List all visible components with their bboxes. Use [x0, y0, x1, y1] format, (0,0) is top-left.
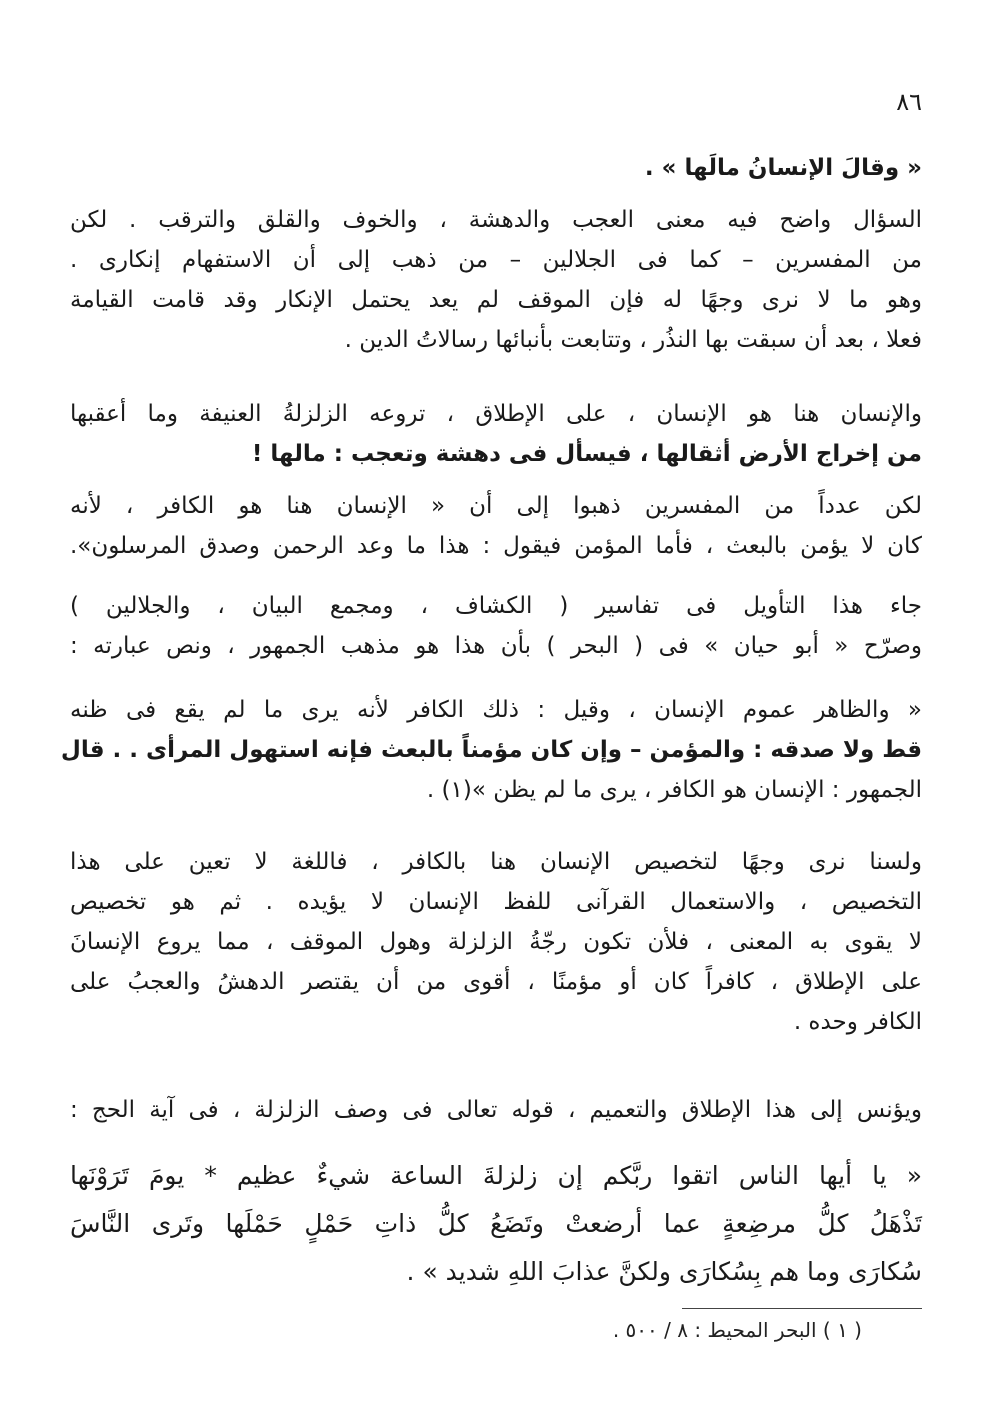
paragraph-4 [70, 486, 922, 566]
text-line: وهو ما لا نرى وجهًا له فإن الموقف لم يعد يحتمل الإنكار وقد قامت القيامة [70, 287, 922, 313]
paragraph-6 [60, 690, 922, 810]
paragraph-9-quran-verse [70, 1152, 922, 1296]
paragraph-1 [70, 148, 922, 188]
text-line: الجمهور : الإنسان هو الكافر ، يرى ما لم يظن »(١) . [426, 777, 922, 803]
footnote-divider [682, 1308, 922, 1309]
text-line: ولسنا نرى وجهًا لتخصيص الإنسان هنا بالكافر ، فاللغة لا تعين على هذا [70, 849, 922, 875]
paragraph-8 [70, 1090, 922, 1130]
text-line: « والظاهر عموم الإنسان ، وقيل : ذلك الكافر لأنه يرى ما لم يقع فى ظنه [70, 697, 922, 723]
text-line: كان لا يؤمن بالبعث ، فأما المؤمن فيقول : هذا ما وعد الرحمن وصدق المرسلون». [70, 533, 922, 559]
footnote: ( ١ ) البحر المحيط : ٨ / ٥٠٠ . [612, 1318, 862, 1342]
verse-line: سُكارَى وما هم بِسُكارَى ولكنَّ عذابَ اللهِ شديد » . [406, 1257, 922, 1286]
verse-line: « يا أيها الناس اتقوا ربَّكم إن زلزلةَ الساعة شيءٌ عظيم * يومَ تَرَوْنَها [70, 1161, 922, 1190]
text-line: ويؤنس إلى هذا الإطلاق والتعميم ، قوله تعالى فى وصف الزلزلة ، فى آية الحج : [70, 1097, 922, 1123]
text-line: قط ولا صدقه : والمؤمن – وإن كان مؤمناً بالبعث فإنه استهول المرأى . . قال [60, 737, 922, 763]
text-line: فعلا ، بعد أن سبقت بها النذُر ، وتتابعت بأنبائها رسالاتُ الدين . [344, 327, 922, 353]
verse-line: تَذْهَلُ كلُّ مرضِعةٍ عما أرضعتْ وتَضَعُ كلُّ ذاتِ حَمْلٍ حَمْلَها وتَرى النَّاسَ [70, 1209, 922, 1238]
text-line: والإنسان هنا هو الإنسان ، على الإطلاق ، تروعه الزلزلةُ العنيفة وما أعقبها [70, 401, 922, 427]
paragraph-5 [70, 586, 922, 666]
paragraph-7 [70, 842, 922, 1042]
text-line: جاء هذا التأويل فى تفاسير ( الكشاف ، ومجمع البيان ، والجلالين ) [70, 593, 922, 619]
text-line: السؤال واضح فيه معنى العجب والدهشة ، والخوف والقلق والترقب . لكن [70, 207, 922, 233]
text-line: على الإطلاق ، كافراً كان أو مؤمنًا ، أقوى من أن يقتصر الدهشُ والعجبُ على [70, 969, 922, 995]
text-line: من إخراج الأرض أثقالها ، فيسأل فى دهشة وتعجب : مالها ! [251, 441, 922, 467]
text-line: لا يقوى به المعنى ، فلأن تكون رجّةُ الزلزلة وهول الموقف ، مما يروع الإنسانَ [70, 929, 922, 955]
text-line: التخصيص ، والاستعمال القرآنى للفظ الإنسان لا يؤيده . ثم هو تخصيص [70, 889, 922, 915]
text-line: وصرّح « أبو حيان » فى ( البحر ) بأن هذا هو مذهب الجمهور ، ونص عبارته : [70, 633, 922, 659]
paragraph-2 [70, 200, 922, 360]
quote-line: « وقالَ الإنسانُ مالَها » . [644, 155, 922, 181]
page-number: ٨٦ [896, 88, 922, 116]
text-line: لكن عدداً من المفسرين ذهبوا إلى أن « الإنسان هنا هو الكافر ، لأنه [70, 493, 922, 519]
paragraph-3 [70, 394, 922, 474]
text-line: من المفسرين – كما فى الجلالين – من ذهب إلى أن الاستفهام إنكارى . [70, 247, 922, 273]
text-line: الكافر وحده . [793, 1009, 922, 1035]
